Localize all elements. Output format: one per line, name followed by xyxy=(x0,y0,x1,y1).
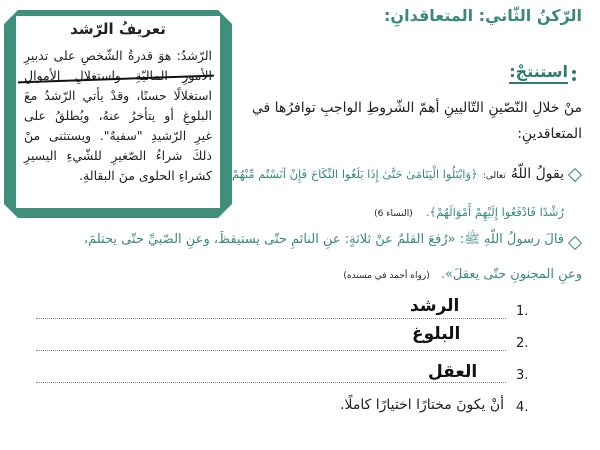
conclude-label: استنتجْ: xyxy=(509,62,568,84)
definition-line: كشراءِ الحلوى منَ البقالةِ. xyxy=(79,168,212,183)
verse-text: رُشْدًا فَادْفَعُوا إِلَيْهِمْ أَمْوَالَهُمْ﴾. xyxy=(425,205,564,219)
list-number: 1. xyxy=(516,304,529,319)
definition-title: تعريفُ الرّشد xyxy=(70,20,166,38)
hadith-reference: (رواه أحمد في مسنده) xyxy=(343,271,430,281)
intro-text: المتعاقدينِ: xyxy=(517,126,582,142)
answer-line xyxy=(36,382,506,383)
definition-line: البلوغِ أو يتأخرُ عنهُ، ويُطلقُ على xyxy=(24,108,212,123)
hadith-line-2 xyxy=(343,263,582,282)
definition-line: ذلكَ شراءُ الصّغيرِ للشّيءِ اليسيرِ xyxy=(24,148,212,163)
diamond-bullet-icon xyxy=(568,168,582,182)
handwritten-answer: الرشد xyxy=(410,296,460,316)
hadith-text: وعنِ المجنونِ حتّى يعقلَ». xyxy=(440,267,582,282)
definition-line: الأمورِ الماليّةِ واستغلالِ الأموالِ xyxy=(24,68,212,83)
definition-line: غيرِ الرّشيدِ "سفيهٌ". ويستثنى منْ xyxy=(24,128,212,143)
decorative-dots-icon xyxy=(572,70,578,84)
definition-box xyxy=(16,16,220,208)
verse-block xyxy=(224,163,564,182)
list-number: 4. xyxy=(516,400,529,415)
handwritten-answer: العقل xyxy=(428,362,478,382)
hadith-line xyxy=(84,231,564,250)
list-number: 3. xyxy=(516,368,529,383)
verse-reference: (النساء 6) xyxy=(374,209,413,219)
definition-line: الرّشدُ: هوَ قدرةُ الشّخصِ على تدبيرِ xyxy=(24,48,212,63)
list-item-text: أنْ يكونَ مختارًا اختيارًا كاملًا. xyxy=(340,397,504,413)
intro-text: منْ خلالِ النّصّينِ التّاليينِ أهمّ الشّروطِ الواجبِ توافرُها في xyxy=(251,100,582,116)
verse-lead: يقولُ اللّهُ xyxy=(510,166,564,182)
definition-line: استغلالًا حسنًا، وقدْ يأتي الرّشدُ معَ xyxy=(24,88,212,103)
handwritten-answer: البلوغ xyxy=(412,324,461,344)
answer-line xyxy=(36,350,506,351)
answer-line xyxy=(36,318,506,319)
list-number: 2. xyxy=(516,336,529,351)
verse-block-2 xyxy=(374,201,564,220)
verse-lead-small: تعالى: xyxy=(482,171,506,181)
verse-text: ﴿وَابْتَلُوا الْيَتَامَىٰ حَتَّىٰ إِذَا بَلَغُوا النِّكَاحَ فَإِنْ آنَسْتُم مِّنْهُمْ xyxy=(231,167,478,181)
hadith-text: قالَ رسولُ اللّهِ ﷺ: «رُفعَ القلمُ عنْ ثلاثةٍ: عنِ النائمِ حتّى يستيقظَ، وعنِ الصّبيِّ حتّى يحتلمَ، xyxy=(83,232,564,247)
section-title: الرّكنُ الثّاني: المتعاقدانِ: xyxy=(384,6,582,25)
diamond-bullet-icon xyxy=(568,236,582,250)
